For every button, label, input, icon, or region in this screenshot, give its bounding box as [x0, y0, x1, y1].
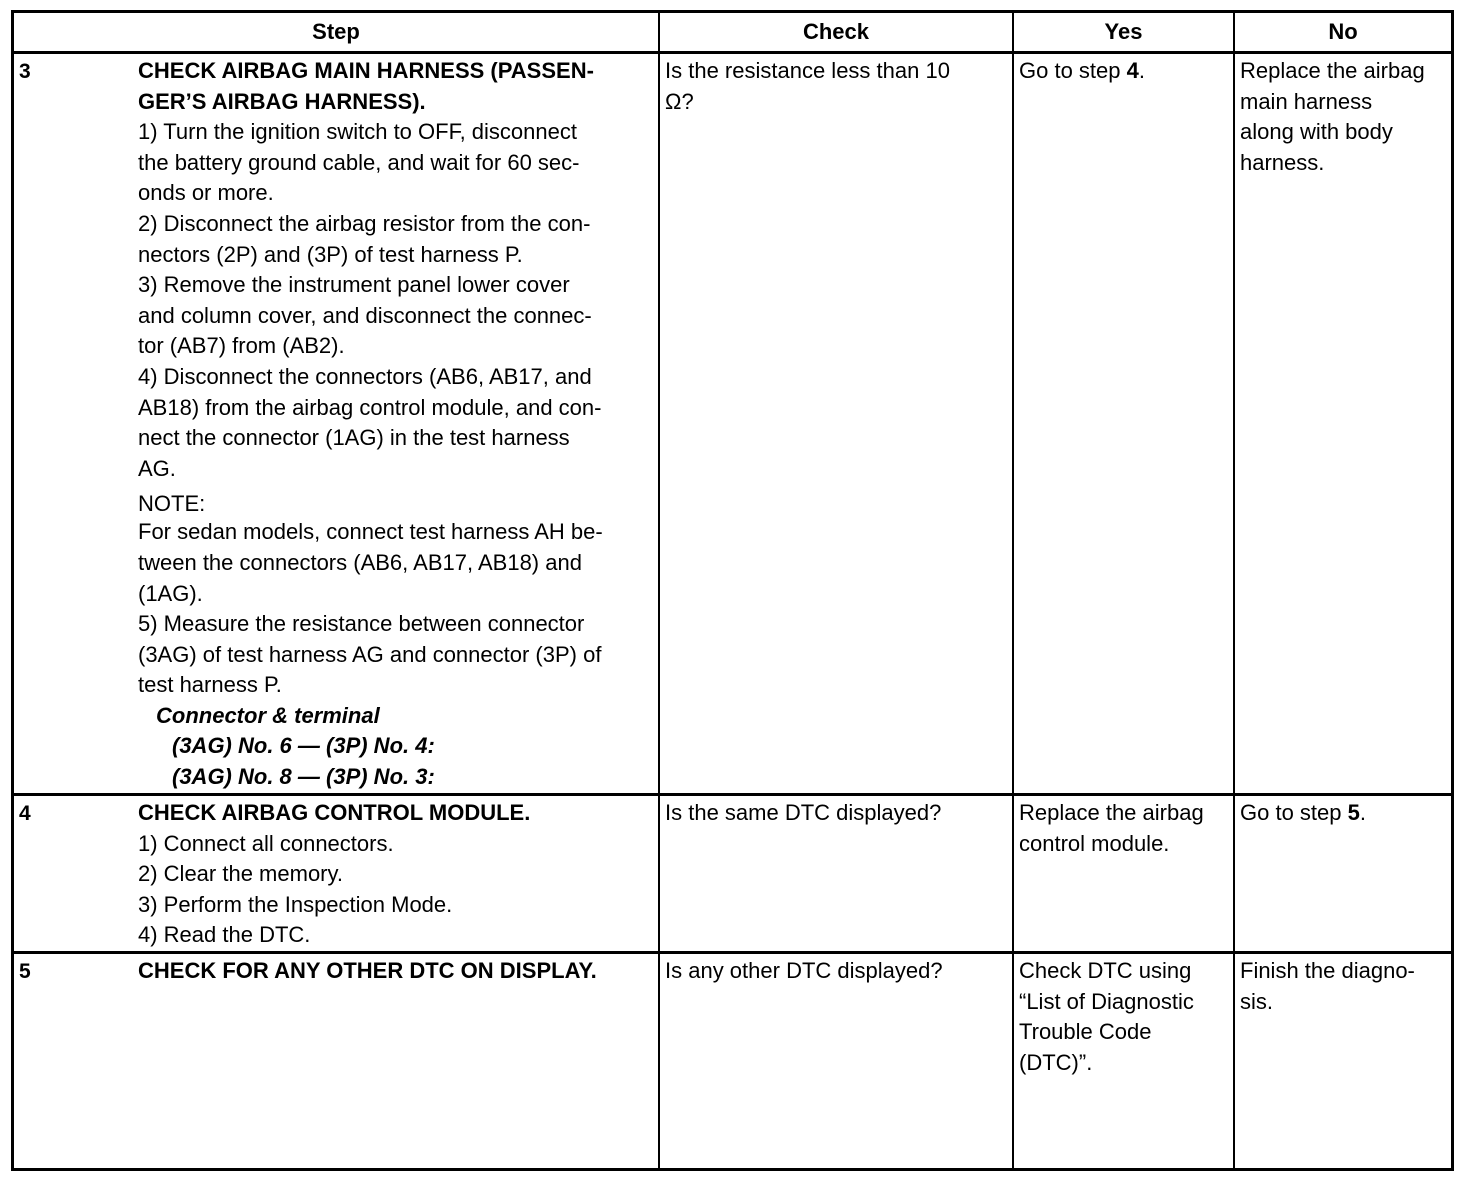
yes-text: Replace the airbag [1019, 800, 1204, 825]
yes-text: Go to step [1019, 58, 1127, 83]
check-5: Is any other DTC displayed? [665, 958, 943, 983]
check-4: Is the same DTC displayed? [665, 800, 942, 825]
column-divider [1012, 13, 1014, 1168]
header-yes: Yes [1104, 19, 1143, 44]
yes-text: control module. [1019, 830, 1170, 856]
no-text: along with body [1240, 119, 1393, 145]
yes-text: (DTC)”. [1019, 1049, 1093, 1075]
no-5 [1240, 956, 1415, 1017]
header-check: Check [802, 19, 870, 44]
no-text: harness. [1240, 149, 1325, 175]
spec-line: (3AG) No. 6 — (3P) No. 4: [172, 733, 435, 759]
step-number-3: 3 [19, 60, 31, 83]
no-text: sis. [1240, 988, 1273, 1014]
step-text: (3AG) of test harness AG and connector (3P) of [138, 641, 602, 667]
step-title: CHECK FOR ANY OTHER DTC ON DISPLAY. [138, 958, 597, 983]
yes-text: Check DTC using [1019, 958, 1192, 983]
column-divider [658, 13, 660, 1168]
column-divider [1233, 13, 1235, 1168]
header-step: Step [312, 19, 360, 44]
no-step-ref: 5 [1347, 800, 1360, 825]
step-text: AB18) from the airbag control module, and con- [138, 394, 602, 420]
step-text: 4) Disconnect the connectors (AB6, AB17, and [138, 363, 592, 389]
yes-text: Trouble Code [1019, 1019, 1152, 1045]
check-text: Ω? [665, 88, 694, 114]
step-text: 2) Disconnect the airbag resistor from the con- [138, 210, 591, 236]
row-divider [14, 51, 1451, 54]
step-title: GER’S AIRBAG HARNESS). [138, 88, 426, 114]
spec-line: (3AG) No. 8 — (3P) No. 3: [172, 764, 435, 790]
no-4 [1240, 798, 1366, 829]
yes-text-end: . [1138, 58, 1145, 83]
yes-5 [1019, 956, 1194, 1078]
step-text: 3) Perform the Inspection Mode. [138, 891, 453, 917]
step-text: the battery ground cable, and wait for 60 sec- [138, 149, 580, 175]
step-text: and column cover, and disconnect the connec- [138, 302, 592, 328]
step-text: 2) Clear the memory. [138, 861, 343, 887]
yes-4 [1019, 798, 1204, 859]
step-number-5: 5 [19, 960, 31, 983]
spec-title: Connector & terminal [156, 702, 380, 728]
no-3 [1240, 56, 1425, 178]
row-divider [14, 793, 1451, 796]
note-label: NOTE: [138, 491, 206, 517]
step-text: 5) Measure the resistance between connector [138, 611, 585, 637]
step-text: tor (AB7) from (AB2). [138, 333, 345, 359]
header-no: No [1328, 19, 1358, 44]
no-text-end: . [1359, 800, 1366, 825]
step-title: CHECK AIRBAG MAIN HARNESS (PASSEN- [138, 58, 594, 83]
step-text: nectors (2P) and (3P) of test harness P. [138, 241, 523, 267]
step-text: 3) Remove the instrument panel lower cover [138, 272, 570, 298]
no-text: Finish the diagno- [1240, 958, 1415, 983]
step-text: 1) Connect all connectors. [138, 830, 394, 856]
step-4-content [138, 798, 530, 951]
step-text: onds or more. [138, 180, 274, 206]
check-3 [665, 56, 950, 117]
step-text: AG. [138, 455, 176, 481]
step-3-content [138, 56, 603, 793]
diagnostic-table [11, 10, 1454, 1171]
no-text: Go to step [1240, 800, 1348, 825]
check-text: Is the resistance less than 10 [665, 58, 950, 83]
note-text: tween the connectors (AB6, AB17, AB18) and [138, 549, 582, 575]
step-text: test harness P. [138, 672, 282, 698]
no-text: main harness [1240, 88, 1373, 114]
yes-text: “List of Diagnostic [1019, 988, 1194, 1014]
step-text: 1) Turn the ignition switch to OFF, disconnect [138, 119, 577, 145]
step-text: nect the connector (1AG) in the test harness [138, 425, 570, 451]
yes-step-ref: 4 [1126, 58, 1139, 83]
yes-3 [1019, 56, 1145, 87]
no-text: Replace the airbag [1240, 58, 1425, 83]
row-divider [14, 951, 1451, 954]
note-text: For sedan models, connect test harness AH be- [138, 519, 603, 545]
step-text: 4) Read the DTC. [138, 922, 311, 948]
step-number-4: 4 [19, 802, 31, 825]
step-title: CHECK AIRBAG CONTROL MODULE. [138, 800, 531, 825]
note-text: (1AG). [138, 580, 203, 606]
